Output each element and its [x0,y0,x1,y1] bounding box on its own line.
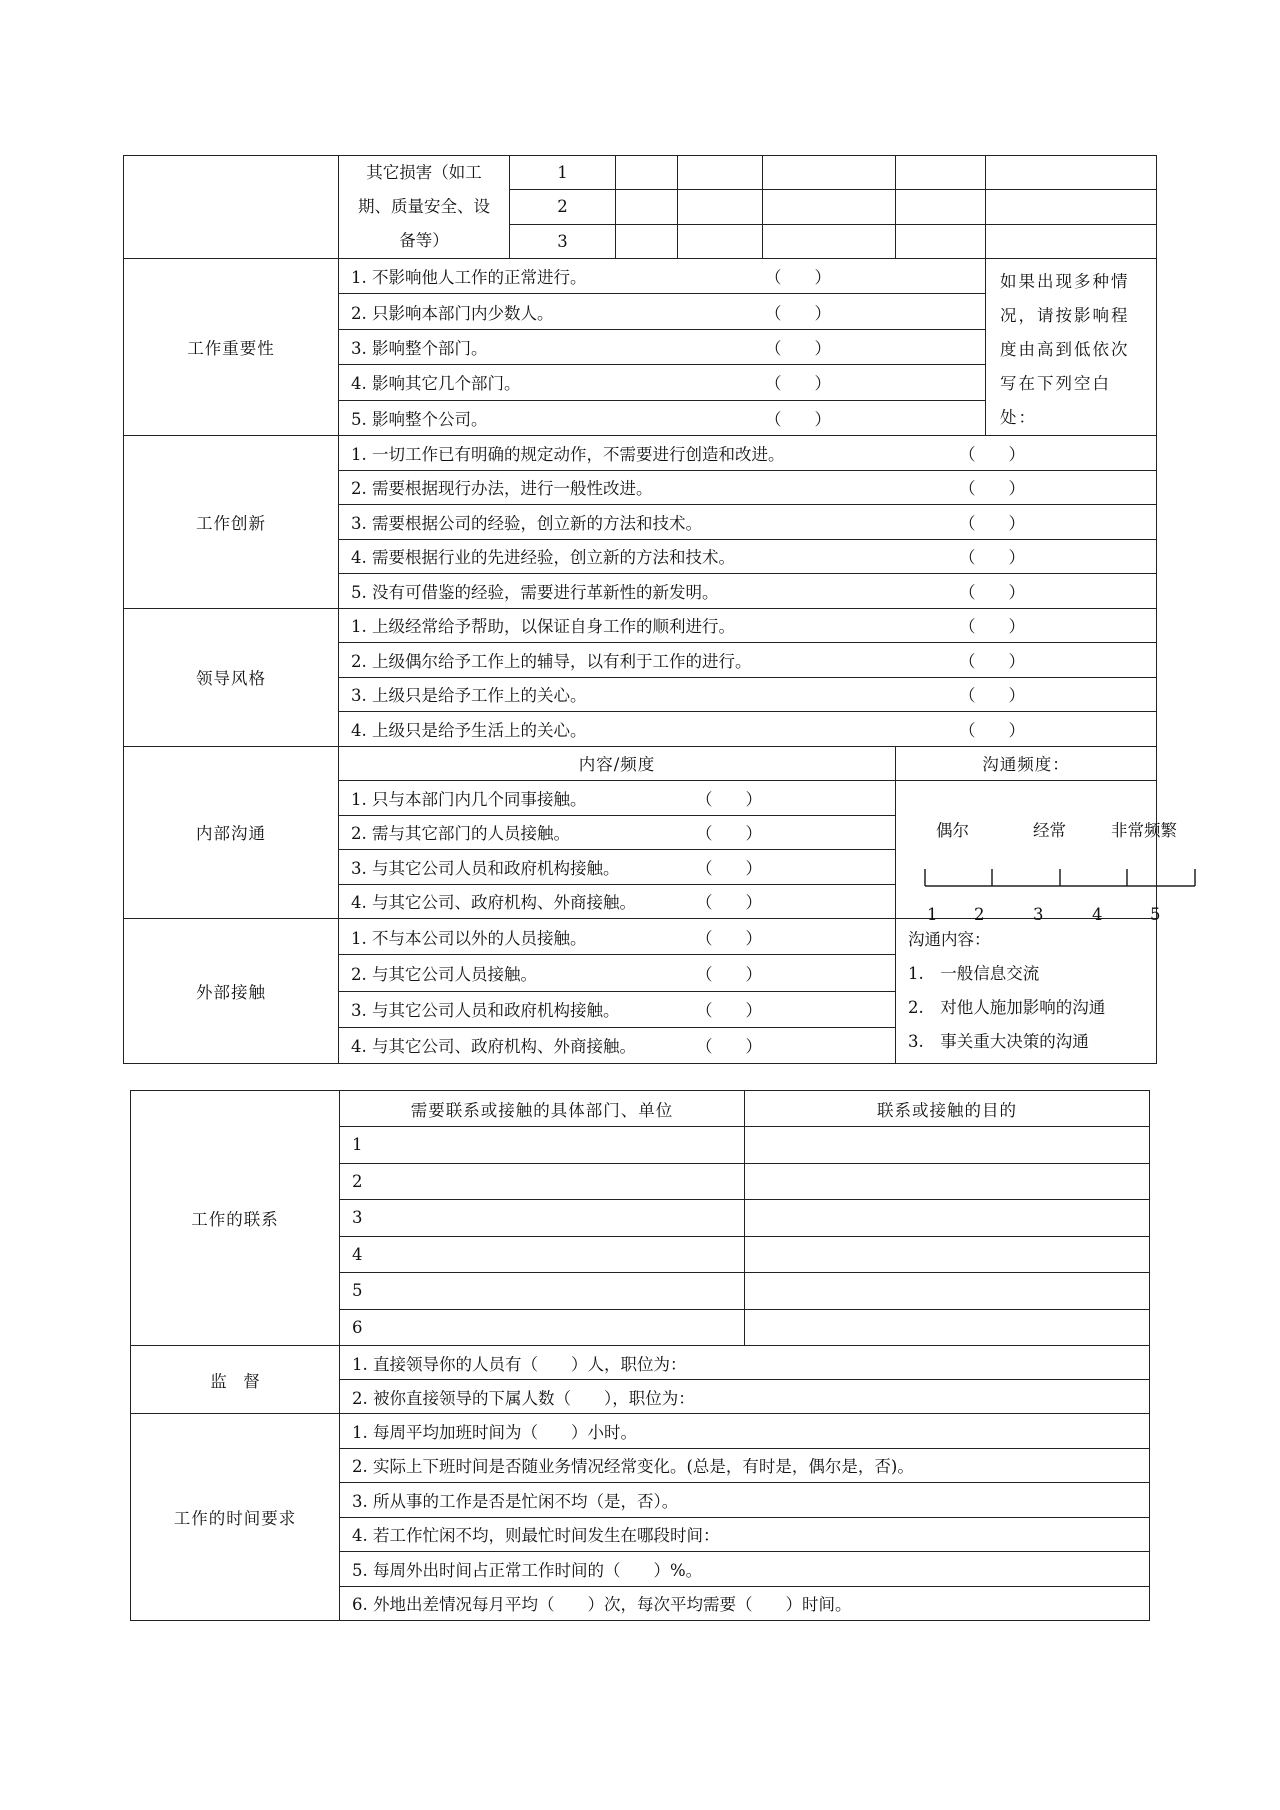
importance-option[interactable]: 5. 影响整个公司。 （ ） [339,400,986,435]
freq-label: 偶尔 [936,821,969,840]
comm-content-item: 1. 一般信息交流 [908,964,1040,983]
blank-cell[interactable] [896,190,986,224]
importance-option[interactable]: 1. 不影响他人工作的正常进行。 （ ） [339,259,986,294]
external-contact-label: 外部接触 [124,919,339,1064]
time-requirements-label: 工作的时间要求 [131,1414,340,1621]
innovation-option[interactable]: 5. 没有可借鉴的经验，需要进行革新性的新发明。 （ ） [339,574,1157,609]
freq-label: 经常 [1033,821,1066,840]
external-contact-option[interactable]: 1. 不与本公司以外的人员接触。 （ ） [339,919,896,955]
evaluation-table-1 [123,155,1177,1064]
time-requirement-item[interactable]: 3. 所从事的工作是否是忙闲不均（是，否）。 [340,1483,1150,1518]
other-loss-row-number: 1 [510,156,616,190]
innovation-label: 工作创新 [124,436,339,609]
time-requirement-item[interactable]: 5. 每周外出时间占正常工作时间的（ ）%。 [340,1552,1150,1587]
contact-purpose-cell[interactable] [745,1236,1150,1273]
blank-cell[interactable] [763,190,896,224]
comm-content-title: 沟通内容： [908,930,991,949]
freq-title: 沟通频度： [896,746,1157,781]
importance-option[interactable]: 3. 影响整个部门。 （ ） [339,329,986,364]
other-loss-empty-label [124,156,339,259]
freq-number: 3 [1033,905,1044,924]
internal-comm-header: 内容/频度 [339,746,896,781]
freq-scale[interactable] [924,869,1196,887]
time-requirement-item[interactable]: 6. 外地出差情况每月平均（ ）次，每次平均需要（ ）时间。 [340,1586,1150,1621]
contacts-col-purpose: 联系或接触的目的 [745,1091,1150,1127]
freq-scale-panel [896,781,1177,924]
blank-cell[interactable] [763,156,896,190]
blank-cell[interactable] [763,224,896,258]
external-contact-option[interactable]: 3. 与其它公司人员和政府机构接触。 （ ） [339,991,896,1027]
contact-row-number[interactable]: 6 [340,1309,745,1346]
leadership-option[interactable]: 1. 上级经常给予帮助，以保证自身工作的顺利进行。 （ ） [339,608,1157,643]
internal-comm-option[interactable]: 1. 只与本部门内几个同事接触。 （ ） [339,781,896,816]
innovation-option[interactable]: 1. 一切工作已有明确的规定动作，不需要进行创造和改进。 （ ） [339,436,1157,471]
blank-cell[interactable] [678,156,763,190]
blank-cell[interactable] [616,190,678,224]
contact-purpose-cell[interactable] [745,1273,1150,1310]
importance-label: 工作重要性 [124,259,339,436]
blank-cell[interactable] [896,224,986,258]
contact-purpose-cell[interactable] [745,1127,1150,1164]
contact-purpose-cell[interactable] [745,1163,1150,1200]
time-requirement-item[interactable]: 2. 实际上下班时间是否随业务情况经常变化。(总是，有时是，偶尔是，否)。 [340,1448,1150,1483]
internal-comm-option[interactable]: 3. 与其它公司人员和政府机构接触。 （ ） [339,850,896,885]
internal-comm-option[interactable]: 2. 需与其它部门的人员接触。 （ ） [339,815,896,850]
supervision-item[interactable]: 1. 直接领导你的人员有（ ）人，职位为： [340,1346,1150,1380]
other-loss-label: 其它损害（如工期、质量安全、设备等） [339,156,510,259]
work-contacts-label: 工作的联系 [131,1091,340,1346]
importance-option[interactable]: 4. 影响其它几个部门。 （ ） [339,365,986,400]
time-requirement-item[interactable]: 4. 若工作忙闲不均，则最忙时间发生在哪段时间： [340,1517,1150,1552]
external-contact-option[interactable]: 2. 与其它公司人员接触。 （ ） [339,955,896,991]
external-contact-option[interactable]: 4. 与其它公司、政府机构、外商接触。 （ ） [339,1027,896,1063]
other-loss-row-number: 2 [510,190,616,224]
contact-row-number[interactable]: 2 [340,1163,745,1200]
importance-note: 如果出现多种情况，请按影响程度由高到低依次写在下列空白处： [986,259,1157,436]
contact-row-number[interactable]: 5 [340,1273,745,1310]
time-requirement-item[interactable]: 1. 每周平均加班时间为（ ）小时。 [340,1414,1150,1449]
leadership-label: 领导风格 [124,608,339,746]
supervision-item[interactable]: 2. 被你直接领导的下属人数（ ），职位为： [340,1380,1150,1414]
freq-number: 5 [1150,905,1161,924]
supervision-label: 监 督 [131,1346,340,1414]
contact-row-number[interactable]: 3 [340,1200,745,1237]
blank-cell[interactable] [896,156,986,190]
blank-cell[interactable] [986,224,1157,258]
freq-label: 非常频繁 [1111,821,1177,840]
leadership-option[interactable]: 3. 上级只是给予工作上的关心。 （ ） [339,677,1157,712]
contact-row-number[interactable]: 1 [340,1127,745,1164]
blank-cell[interactable] [986,156,1157,190]
contact-purpose-cell[interactable] [745,1200,1150,1237]
leadership-option[interactable]: 2. 上级偶尔给予工作上的辅导，以有利于工作的进行。 （ ） [339,643,1157,678]
innovation-option[interactable]: 3. 需要根据公司的经验，创立新的方法和技术。 （ ） [339,505,1157,540]
contact-row-number[interactable]: 4 [340,1236,745,1273]
comm-content-item: 3. 事关重大决策的沟通 [908,1032,1089,1051]
contacts-col-department: 需要联系或接触的具体部门、单位 [340,1091,745,1127]
blank-cell[interactable] [678,224,763,258]
innovation-option[interactable]: 4. 需要根据行业的先进经验，创立新的方法和技术。 （ ） [339,539,1157,574]
contact-purpose-cell[interactable] [745,1309,1150,1346]
evaluation-table-2 [130,1090,1150,1621]
internal-comm-option[interactable]: 4. 与其它公司、政府机构、外商接触。 （ ） [339,884,896,919]
blank-cell[interactable] [616,224,678,258]
importance-option[interactable]: 2. 只影响本部门内少数人。 （ ） [339,294,986,329]
blank-cell[interactable] [986,190,1157,224]
comm-content-panel [896,919,1157,1064]
other-loss-row-number: 3 [510,224,616,258]
leadership-option[interactable]: 4. 上级只是给予生活上的关心。 （ ） [339,712,1157,747]
innovation-option[interactable]: 2. 需要根据现行办法，进行一般性改进。 （ ） [339,470,1157,505]
freq-number: 1 [927,905,938,924]
internal-comm-label: 内部沟通 [124,746,339,919]
blank-cell[interactable] [616,156,678,190]
comm-content-item: 2. 对他人施加影响的沟通 [908,998,1106,1017]
blank-cell[interactable] [678,190,763,224]
freq-number: 4 [1092,905,1103,924]
freq-number: 2 [974,905,985,924]
